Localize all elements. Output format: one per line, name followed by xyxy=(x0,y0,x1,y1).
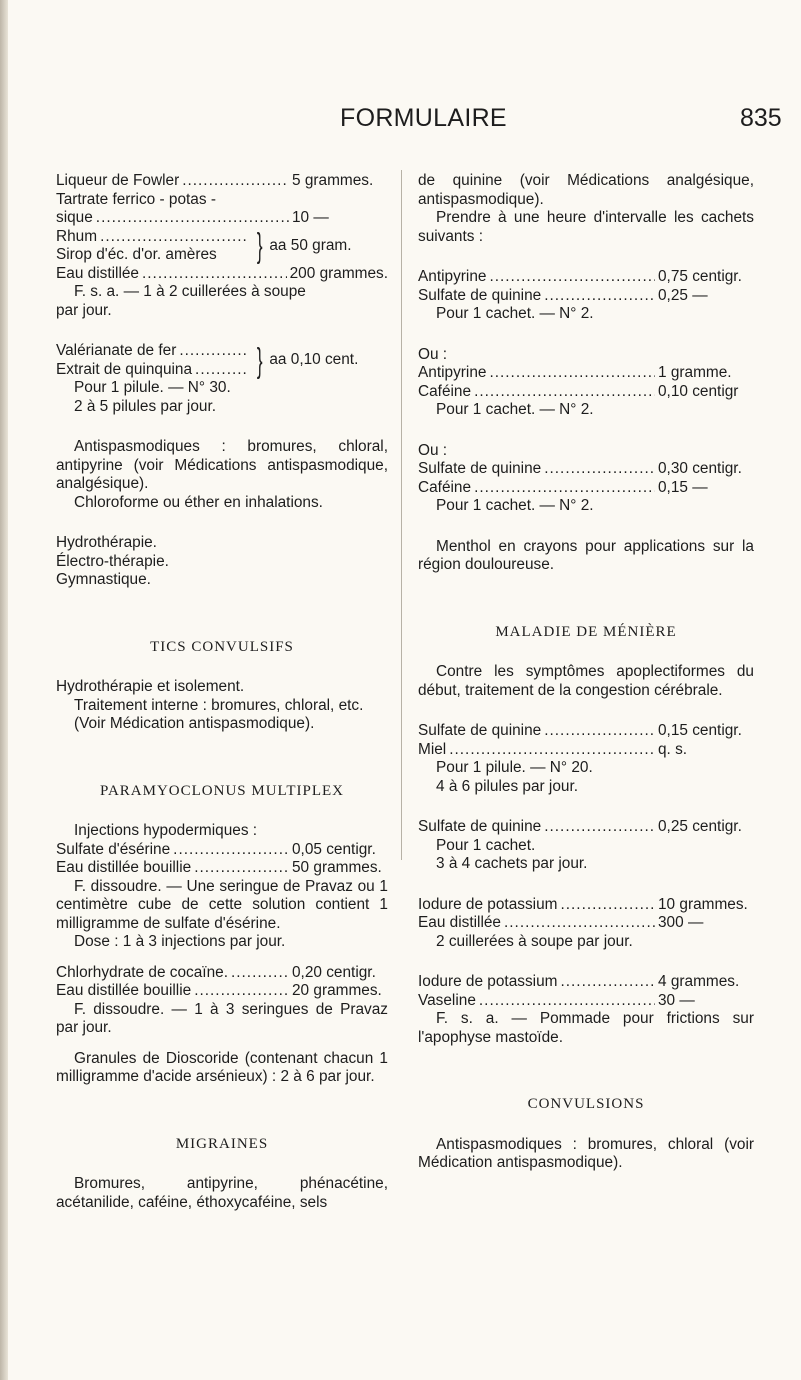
therapy-item: Hydrothérapie. xyxy=(56,534,157,551)
cachet-formula-4 xyxy=(418,818,754,874)
ingredient-line xyxy=(56,361,252,380)
leader-dots xyxy=(194,859,289,878)
section-heading: PARAMYOCLONUS MULTIPLEX xyxy=(99,782,344,799)
paragraph: Traitement interne : bromures, chloral, etc. xyxy=(74,696,364,714)
page-number: 835 xyxy=(740,104,782,132)
ingredient-line xyxy=(418,914,754,933)
brace-symbol: } xyxy=(256,227,263,265)
ingredient-line xyxy=(418,460,754,479)
section-heading: TICS CONVULSIFS xyxy=(150,638,294,655)
ingredient-line xyxy=(418,992,754,1011)
paragraph: Contre les symptômes apoplectiformes du début, traitement de la congestion cérébrale. xyxy=(418,663,754,699)
ingredient-name: Vaseline xyxy=(418,991,476,1009)
ingredient-line xyxy=(56,342,252,361)
instruction-line: Pour 1 cachet. xyxy=(436,836,536,854)
ingredient-quantity: 300 — xyxy=(658,914,704,931)
ingredient-quantity: 50 grammes. xyxy=(292,859,382,876)
text-line: Hydrothérapie et isolement. xyxy=(56,678,245,695)
instruction-line: 4 à 6 pilules par jour. xyxy=(436,777,579,795)
ingredient-name: sique xyxy=(56,209,93,226)
ingredient-name: Sulfate de quinine xyxy=(418,460,542,477)
ingredient-quantity: 0,30 centigr. xyxy=(658,460,742,477)
ingredient-quantity: 0,10 centigr xyxy=(658,382,739,400)
instruction-line: 2 à 5 pilules par jour. xyxy=(74,397,217,415)
page-header xyxy=(0,104,801,144)
brace-symbol: } xyxy=(256,341,263,380)
menthol-paragraph: Menthol en crayons pour applications sur la région douloureuse. xyxy=(418,537,754,573)
paragraph: Bromures, antipyrine, phénacétine, acétanilide, caféine, éthoxycaféine, sels xyxy=(56,1175,388,1211)
ingredient-line xyxy=(418,973,754,992)
ingredient-name: Sulfate de quinine xyxy=(418,286,542,304)
ingredient-line xyxy=(56,209,388,228)
paramyoclonus-section xyxy=(56,782,388,1087)
cachet-formula-2 xyxy=(418,346,754,420)
paragraph: F. dissoudre. — 1 à 3 seringues de Pravaz par jour. xyxy=(56,1000,388,1036)
iodide-ointment xyxy=(418,973,754,1047)
valerianate-prescription xyxy=(56,342,388,416)
ingredient-name: Sulfate d'ésérine xyxy=(56,840,171,858)
ingredient-quantity: 0,15 centigr. xyxy=(658,722,742,739)
leader-dots xyxy=(179,342,249,361)
leader-dots xyxy=(182,172,289,191)
ingredient-name: Caféine xyxy=(418,478,472,496)
ingredient-name: Liqueur de Fowler xyxy=(56,172,180,189)
quinine-intro xyxy=(418,172,754,246)
brace-group xyxy=(56,228,388,265)
ingredient-quantity: 0,15 — xyxy=(658,478,708,496)
column-divider xyxy=(401,170,402,860)
paragraph: Prendre à une heure d'intervalle les cachets suivants : xyxy=(418,209,754,245)
ingredient-line xyxy=(418,268,754,287)
ingredient-quantity: 200 grammes. xyxy=(289,264,388,282)
tics-section xyxy=(56,638,388,734)
ingredient-quantity: 0,25 centigr. xyxy=(658,818,742,835)
therapy-item: Gymnastique. xyxy=(56,571,151,588)
paragraph: Antispasmodiques : bromures, chloral, antipyrine (voir Médications antispasmodique, analgésique). xyxy=(56,438,388,492)
paragraph: Granules de Dioscoride (contenant chacun 1 milligramme d'acide arsénieux) : 2 à 6 par jour. xyxy=(56,1049,388,1085)
ingredient-quantity: 10 grammes. xyxy=(658,895,748,913)
ingredient-name: Caféine xyxy=(418,382,472,400)
instruction-line: Pour 1 cachet. — N° 2. xyxy=(436,305,594,322)
instruction-line: par jour. xyxy=(56,301,112,319)
convulsions-section xyxy=(418,1095,754,1173)
ingredient-quantity: q. s. xyxy=(658,740,688,758)
ingredient-name: Rhum xyxy=(56,227,98,245)
leader-dots xyxy=(142,265,287,284)
leader-dots xyxy=(96,209,289,228)
instruction-line: Pour 1 cachet. — N° 2. xyxy=(436,401,594,418)
ingredient-line xyxy=(56,265,388,284)
leader-dots xyxy=(544,460,655,479)
leader-dots xyxy=(195,361,249,380)
instruction-line: Pour 1 pilule. — N° 20. xyxy=(436,759,593,776)
ingredient-name: Antipyrine xyxy=(418,268,487,285)
running-title: FORMULAIRE xyxy=(340,104,507,132)
ingredient-line xyxy=(418,741,754,760)
instruction-line: 3 à 4 cachets par jour. xyxy=(436,855,588,872)
meniere-section xyxy=(418,623,754,701)
page-edge-shadow xyxy=(0,0,8,1380)
ingredient-line xyxy=(418,479,754,498)
section-heading: MALADIE DE MÉNIÈRE xyxy=(495,623,677,640)
antispasmodic-paragraph xyxy=(56,438,388,512)
text-line: Injections hypodermiques : xyxy=(74,822,258,839)
pill-formula xyxy=(418,722,754,796)
leader-dots xyxy=(474,479,655,498)
leader-dots xyxy=(194,982,289,1001)
cachet-formula-3 xyxy=(418,442,754,516)
leader-dots xyxy=(544,722,655,741)
ingredient-quantity: 1 gramme. xyxy=(658,364,732,381)
instruction-line: F. s. a. — 1 à 2 cuillerées à soupe xyxy=(74,283,306,300)
paragraph: F. dissoudre. — Une seringue de Pravaz ou 1 centimètre cube de cette solution contient 1 milligramme de sulfate d'ésérine. xyxy=(56,877,388,932)
left-column xyxy=(56,172,388,1212)
ingredient-quantity: 0,25 — xyxy=(658,286,708,304)
therapy-item: Électro-thérapie. xyxy=(56,552,169,570)
ingredient-name: Iodure de potassium xyxy=(418,895,558,913)
ingredient-line xyxy=(56,228,252,247)
ingredient-line xyxy=(56,859,388,878)
ingredient-line xyxy=(56,172,388,191)
ingredient-name: Chlorhydrate de cocaïne. xyxy=(56,963,228,981)
ingredient-name: Eau distillée xyxy=(418,914,501,931)
ingredient-quantity: 10 — xyxy=(292,209,329,226)
migraines-section xyxy=(56,1135,388,1213)
text-line: (Voir Médication antispasmodique). xyxy=(74,715,315,732)
right-column xyxy=(418,172,754,1173)
instruction-line: Pour 1 cachet. — N° 2. xyxy=(436,497,594,514)
ingredient-name: Eau distillée bouillie xyxy=(56,982,192,999)
leader-dots xyxy=(489,364,655,383)
leader-dots xyxy=(474,383,655,402)
ingredient-name: Valérianate de fer xyxy=(56,342,177,359)
instruction-line: Pour 1 pilule. — N° 30. xyxy=(74,379,231,396)
ingredient-line xyxy=(56,964,388,983)
leader-dots xyxy=(173,841,289,860)
ingredient-name: Eau distillée xyxy=(56,264,139,282)
ingredient-name: Eau distillée bouillie xyxy=(56,859,192,876)
leader-dots xyxy=(544,818,655,837)
leader-dots xyxy=(231,964,289,983)
ingredient-line xyxy=(56,841,388,860)
ingredient-name: Antipyrine xyxy=(418,364,487,381)
instruction-line: 2 cuillerées à soupe par jour. xyxy=(436,932,633,950)
or-label: Ou : xyxy=(418,441,448,459)
paragraph: Antispasmodiques : bromures, chloral (voir Médication antispasmodique). xyxy=(418,1135,754,1171)
iodide-solution xyxy=(418,896,754,952)
ingredient-quantity: aa 0,10 cent. xyxy=(269,351,359,369)
ingredient-line xyxy=(418,383,754,402)
ingredient-line xyxy=(418,287,754,306)
section-heading: MIGRAINES xyxy=(175,1135,269,1152)
ingredient-name: Extrait de quinquina xyxy=(56,360,193,378)
therapy-list xyxy=(56,534,388,590)
brace-group xyxy=(56,342,388,379)
leader-dots xyxy=(560,973,655,992)
ingredient-quantity: aa 50 gram. xyxy=(269,236,352,254)
leader-dots xyxy=(100,228,249,247)
ingredient-quantity: 4 grammes. xyxy=(658,973,740,990)
ingredient-quantity: 0,20 centigr. xyxy=(292,963,376,981)
ingredient-quantity: 30 — xyxy=(658,991,695,1009)
ingredient-name: Sirop d'éc. d'or. amères xyxy=(56,246,217,263)
paragraph: F. s. a. — Pommade pour frictions sur l'apophyse mastoïde. xyxy=(418,1010,754,1046)
leader-dots xyxy=(504,914,655,933)
ingredient-quantity: 20 grammes. xyxy=(292,982,382,999)
fowler-prescription xyxy=(56,172,388,320)
paragraph: de quinine (voir Médications analgésique, antispasmodique). xyxy=(418,172,754,208)
ingredient-line xyxy=(56,246,252,265)
ingredient-line xyxy=(418,364,754,383)
ingredient-quantity: 5 grammes. xyxy=(292,172,374,189)
leader-dots xyxy=(449,741,655,760)
ingredient-line xyxy=(56,982,388,1001)
ingredient-name: Sulfate de quinine xyxy=(418,722,542,739)
section-heading: CONVULSIONS xyxy=(527,1096,645,1112)
text-line: Tartrate ferrico - potas - xyxy=(56,190,216,208)
ingredient-name: Sulfate de quinine xyxy=(418,818,542,835)
text-line: Dose : 1 à 3 injections par jour. xyxy=(74,933,286,950)
ingredient-quantity: 0,75 centigr. xyxy=(658,268,742,285)
leader-dots xyxy=(479,992,655,1011)
leader-dots xyxy=(489,268,655,287)
leader-dots xyxy=(544,287,655,306)
ingredient-quantity: 0,05 centigr. xyxy=(292,840,376,858)
paragraph: Chloroforme ou éther en inhalations. xyxy=(74,493,323,511)
ingredient-line xyxy=(418,896,754,915)
ingredient-line xyxy=(418,818,754,837)
ingredient-name: Iodure de potassium xyxy=(418,973,558,990)
cachet-formula-1 xyxy=(418,268,754,324)
ingredient-name: Miel xyxy=(418,740,447,758)
leader-dots xyxy=(560,896,655,915)
or-label: Ou : xyxy=(418,345,448,363)
ingredient-line xyxy=(418,722,754,741)
